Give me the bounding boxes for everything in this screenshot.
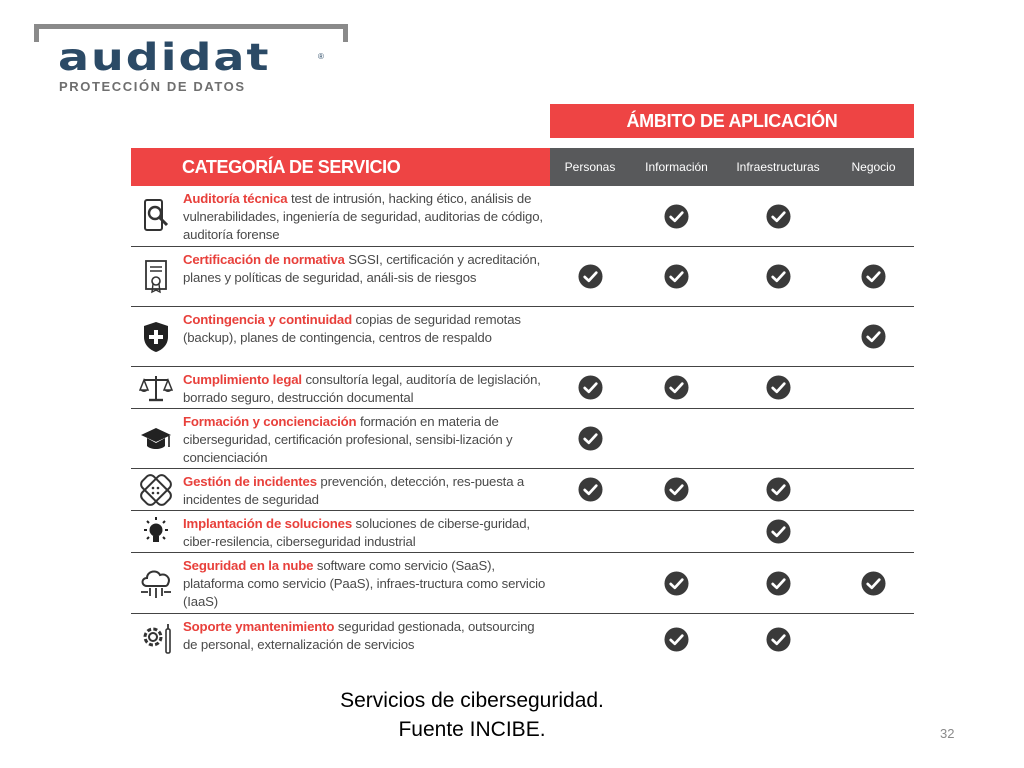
table-row bbox=[131, 511, 914, 553]
row-text bbox=[181, 469, 550, 510]
cell-información bbox=[630, 511, 723, 552]
cell-infraestructuras bbox=[723, 553, 833, 613]
column-header-personas: Personas bbox=[564, 160, 616, 174]
category-header: CATEGORÍA DE SERVICIO bbox=[131, 148, 550, 186]
bandage-icon bbox=[131, 469, 181, 510]
row-description: SGSI, certificación y acreditación, planes y políticas de seguridad, análi-sis de riesgos bbox=[183, 252, 541, 285]
cell-infraestructuras bbox=[723, 186, 833, 246]
cell-negocio bbox=[833, 409, 914, 468]
column-header-negocio: Negocio bbox=[851, 160, 896, 174]
row-cells bbox=[550, 553, 914, 613]
row-title: Cumplimiento legal bbox=[183, 372, 302, 387]
check-icon bbox=[578, 375, 603, 400]
row-text bbox=[181, 307, 550, 366]
row-description: soluciones de ciberse-guridad, ciber-resilencia, ciberseguridad industrial bbox=[183, 516, 530, 549]
column-headers bbox=[550, 148, 914, 186]
graduation-cap-icon bbox=[131, 409, 181, 468]
check-icon bbox=[766, 477, 791, 502]
check-icon bbox=[766, 264, 791, 289]
table-row bbox=[131, 186, 914, 247]
cell-infraestructuras bbox=[723, 614, 833, 664]
cell-infraestructuras bbox=[723, 367, 833, 408]
cell-personas bbox=[550, 409, 630, 468]
check-icon bbox=[861, 571, 886, 596]
audidat-logo bbox=[34, 24, 350, 98]
row-text bbox=[181, 553, 550, 613]
scope-header: ÁMBITO DE APLICACIÓN bbox=[550, 104, 914, 138]
check-icon bbox=[861, 264, 886, 289]
row-description: seguridad gestionada, outsourcing de personal, externalización de servicios bbox=[183, 619, 535, 652]
magnifier-phone-icon bbox=[131, 186, 181, 246]
table-row bbox=[131, 247, 914, 307]
cell-infraestructuras bbox=[723, 247, 833, 306]
row-cells bbox=[550, 511, 914, 552]
check-icon bbox=[664, 571, 689, 596]
row-cells bbox=[550, 469, 914, 510]
cell-información bbox=[630, 367, 723, 408]
cell-negocio bbox=[833, 247, 914, 306]
logo-wordmark: audidat bbox=[58, 34, 271, 79]
check-icon bbox=[664, 627, 689, 652]
service-table bbox=[131, 186, 914, 664]
cell-personas bbox=[550, 307, 630, 366]
row-text bbox=[181, 247, 550, 306]
cell-personas bbox=[550, 247, 630, 306]
row-title: Soporte ymantenimiento bbox=[183, 619, 335, 634]
row-text bbox=[181, 614, 550, 664]
table-row bbox=[131, 614, 914, 664]
row-text bbox=[181, 367, 550, 408]
cell-negocio bbox=[833, 367, 914, 408]
row-text bbox=[181, 409, 550, 468]
check-icon bbox=[664, 477, 689, 502]
cell-personas bbox=[550, 553, 630, 613]
row-title: Gestión de incidentes bbox=[183, 474, 317, 489]
cell-negocio bbox=[833, 186, 914, 246]
scales-icon bbox=[131, 367, 181, 408]
check-icon bbox=[578, 477, 603, 502]
check-icon bbox=[766, 519, 791, 544]
row-description: consultoría legal, auditoría de legislación, borrado seguro, destrucción documental bbox=[183, 372, 541, 405]
cell-información bbox=[630, 553, 723, 613]
slide-caption bbox=[260, 686, 684, 744]
logo-subtitle: PROTECCIÓN DE DATOS bbox=[59, 79, 246, 94]
check-icon bbox=[664, 375, 689, 400]
row-description: test de intrusión, hacking ético, análisis de vulnerabilidades, ingeniería de seguridad, auditorias de código, auditoría forense bbox=[183, 191, 543, 242]
check-icon bbox=[578, 264, 603, 289]
table-row bbox=[131, 409, 914, 469]
cell-infraestructuras bbox=[723, 469, 833, 510]
cell-información bbox=[630, 409, 723, 468]
cell-negocio bbox=[833, 469, 914, 510]
table-row bbox=[131, 469, 914, 511]
cell-información bbox=[630, 186, 723, 246]
table-row bbox=[131, 307, 914, 367]
cell-negocio bbox=[833, 307, 914, 366]
cell-personas bbox=[550, 511, 630, 552]
row-title: Implantación de soluciones bbox=[183, 516, 353, 531]
row-title: Auditoría técnica bbox=[183, 191, 288, 206]
cell-infraestructuras bbox=[723, 307, 833, 366]
row-description: software como servicio (SaaS), plataforma como servicio (PaaS), infraes-tructura como servicio (IaaS) bbox=[183, 558, 546, 609]
logo-registered-mark: ® bbox=[318, 52, 324, 61]
table-row bbox=[131, 553, 914, 614]
cell-personas bbox=[550, 469, 630, 510]
caption-line-1: Servicios de ciberseguridad. bbox=[340, 689, 604, 712]
caption-line-2: Fuente INCIBE. bbox=[398, 718, 546, 741]
cell-información bbox=[630, 614, 723, 664]
cell-negocio bbox=[833, 553, 914, 613]
cell-infraestructuras bbox=[723, 409, 833, 468]
check-icon bbox=[766, 375, 791, 400]
check-icon bbox=[766, 571, 791, 596]
shield-plus-icon bbox=[131, 307, 181, 366]
row-cells bbox=[550, 614, 914, 664]
check-icon bbox=[578, 426, 603, 451]
cell-personas bbox=[550, 186, 630, 246]
row-description: formación en materia de ciberseguridad, certificación profesional, sensibi-lización y concienciación bbox=[183, 414, 513, 465]
table-row bbox=[131, 367, 914, 409]
row-title: Certificación de normativa bbox=[183, 252, 345, 267]
cell-negocio bbox=[833, 614, 914, 664]
cell-personas bbox=[550, 367, 630, 408]
row-cells bbox=[550, 247, 914, 306]
cell-infraestructuras bbox=[723, 511, 833, 552]
column-header-informacion: Información bbox=[645, 160, 708, 174]
row-text bbox=[181, 186, 550, 246]
row-text bbox=[181, 511, 550, 552]
lightbulb-gear-icon bbox=[131, 511, 181, 552]
row-cells bbox=[550, 367, 914, 408]
check-icon bbox=[766, 204, 791, 229]
check-icon bbox=[861, 324, 886, 349]
row-description: copias de seguridad remotas (backup), planes de contingencia, centros de respaldo bbox=[183, 312, 521, 345]
row-cells bbox=[550, 186, 914, 246]
row-description: prevención, detección, res-puesta a incidentes de seguridad bbox=[183, 474, 525, 507]
row-title: Contingencia y continuidad bbox=[183, 312, 353, 327]
cell-información bbox=[630, 307, 723, 366]
page-number: 32 bbox=[940, 726, 955, 741]
cell-negocio bbox=[833, 511, 914, 552]
cloud-icon bbox=[131, 553, 181, 613]
cell-información bbox=[630, 247, 723, 306]
row-title: Seguridad en la nube bbox=[183, 558, 314, 573]
certificate-icon bbox=[131, 247, 181, 306]
column-header-infraestructuras: Infraestructuras bbox=[736, 160, 820, 174]
row-cells bbox=[550, 409, 914, 468]
row-title: Formación y concienciación bbox=[183, 414, 357, 429]
check-icon bbox=[766, 627, 791, 652]
row-cells bbox=[550, 307, 914, 366]
gear-tool-icon bbox=[131, 614, 181, 664]
check-icon bbox=[664, 204, 689, 229]
cell-información bbox=[630, 469, 723, 510]
cell-personas bbox=[550, 614, 630, 664]
table-header bbox=[131, 148, 914, 186]
check-icon bbox=[664, 264, 689, 289]
